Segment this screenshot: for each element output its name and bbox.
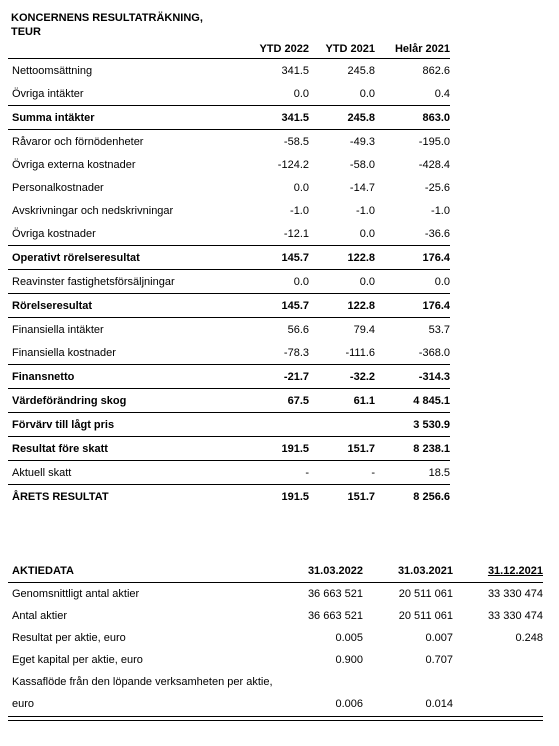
col-header: 31.03.2022 bbox=[307, 565, 363, 577]
table-row: euro 0.006 0.014 bbox=[12, 698, 453, 710]
col-header: YTD 2022 bbox=[259, 43, 309, 55]
table-row: Resultat per aktie, euro 0.005 0.007 0.248 bbox=[12, 632, 543, 644]
title-line-2: TEUR bbox=[11, 26, 41, 38]
col-header: 31.03.2021 bbox=[397, 565, 453, 577]
table-row: Finansiella kostnader -78.3 -111.6 -368.0 bbox=[12, 346, 450, 359]
col-header: YTD 2021 bbox=[325, 43, 375, 55]
table-row: Övriga intäkter 0.0 0.0 0.4 bbox=[12, 87, 450, 100]
subtotal-row: Värdeförändring skog 67.5 61.1 4 845.1 bbox=[8, 389, 450, 413]
subtotal-row: Operativt rörelseresultat 145.7 122.8 176.4 bbox=[8, 245, 450, 270]
table-row: Råvaror och förnödenheter -58.5 -49.3 -195.0 bbox=[12, 135, 450, 148]
col-header: 31.12.2021 bbox=[487, 565, 543, 577]
subtotal-row: Resultat före skatt 191.5 151.7 8 238.1 bbox=[8, 437, 450, 461]
income-header-row bbox=[8, 40, 450, 59]
table-row: Nettoomsättning 341.5 245.8 862.6 bbox=[12, 64, 450, 77]
table-row: Övriga externa kostnader -124.2 -58.0 -428.4 bbox=[12, 158, 450, 171]
subtotal-row: Rörelseresultat 145.7 122.8 176.4 bbox=[8, 293, 450, 318]
table-row: Avskrivningar och nedskrivningar -1.0 -1.0 -1.0 bbox=[12, 204, 450, 217]
table-row: Finansiella intäkter 56.6 79.4 53.7 bbox=[12, 323, 450, 336]
subtotal-row: Summa intäkter 341.5 245.8 863.0 bbox=[8, 105, 450, 130]
subtotal-row: Finansnetto -21.7 -32.2 -314.3 bbox=[8, 364, 450, 389]
income-statement-table bbox=[8, 40, 450, 508]
total-row: ÅRETS RESULTAT 191.5 151.7 8 256.6 bbox=[12, 490, 450, 503]
col-header: Helår 2021 bbox=[394, 43, 450, 55]
table-row: Kassaflöde från den löpande verksamheten per aktie, bbox=[12, 676, 273, 688]
double-rule bbox=[8, 716, 543, 721]
table-row: Övriga kostnader -12.1 0.0 -36.6 bbox=[12, 227, 450, 240]
table-row: Reavinster fastighetsförsäljningar 0.0 0.0 0.0 bbox=[12, 275, 450, 288]
income-statement-title bbox=[11, 11, 203, 39]
table-row: Personalkostnader 0.0 -14.7 -25.6 bbox=[12, 181, 450, 194]
share-table-title: AKTIEDATA bbox=[12, 565, 74, 577]
table-row: Aktuell skatt - - 18.5 bbox=[8, 461, 450, 485]
share-header-row bbox=[8, 560, 543, 583]
table-row: Eget kapital per aktie, euro 0.900 0.707 bbox=[12, 654, 453, 666]
table-row: Antal aktier 36 663 521 20 511 061 33 330 474 bbox=[12, 610, 543, 622]
table-row: Genomsnittligt antal aktier 36 663 521 20 511 061 33 330 474 bbox=[12, 588, 543, 600]
title-line-1: KONCERNENS RESULTATRÄKNING, bbox=[11, 12, 203, 24]
subtotal-row: Förvärv till lågt pris 3 530.9 bbox=[8, 413, 450, 437]
share-data-table bbox=[8, 560, 543, 715]
